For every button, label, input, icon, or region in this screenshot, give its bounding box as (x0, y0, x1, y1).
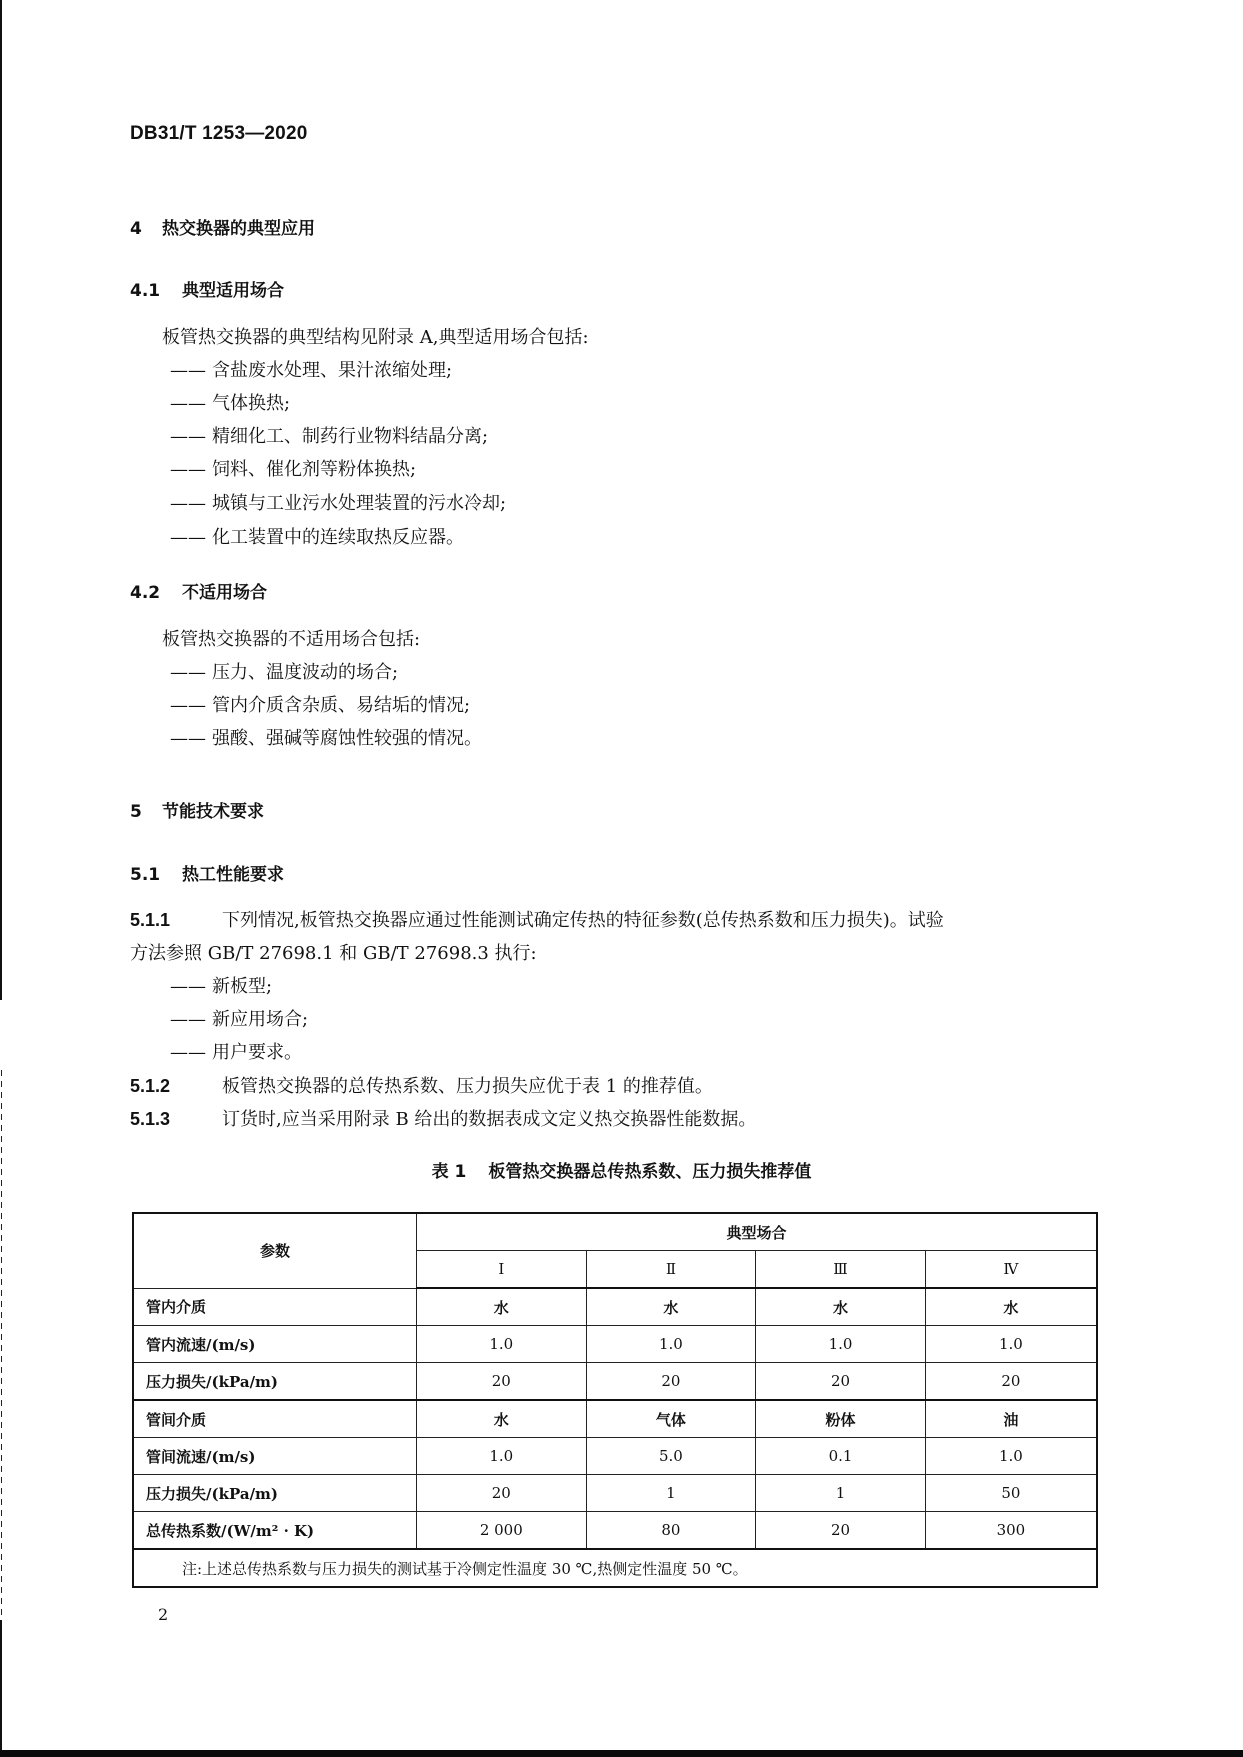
section-title: 热工性能要求 (182, 865, 284, 885)
list-item: —— 压力、温度波动的场合; (170, 662, 399, 683)
table-note-row (133, 1549, 1097, 1587)
table-cell: 粉体 (756, 1400, 926, 1438)
list-item: —— 新板型; (170, 976, 273, 997)
table-note: 注:上述总传热系数与压力损失的测试基于冷侧定性温度 30 ℃,热侧定性温度 50 ℃。 (133, 1549, 1097, 1587)
table-row (133, 1512, 1097, 1550)
table-header-row (133, 1213, 1097, 1251)
table-title (0, 1157, 1243, 1182)
list-item: —— 强酸、强碱等腐蚀性较强的情况。 (170, 728, 482, 749)
section-number: 4 (130, 219, 142, 239)
table-cell: 水 (756, 1288, 926, 1326)
table-row (133, 1438, 1097, 1475)
table-cell: 水 (417, 1288, 587, 1326)
table-cell: 1 (586, 1475, 756, 1512)
page-number: 2 (158, 1605, 169, 1624)
table-cell: 水 (586, 1288, 756, 1326)
table-cell: 300 (925, 1512, 1097, 1550)
scan-edge-bottom (0, 1750, 1243, 1757)
section-4-1-intro: 板管热交换器的典型结构见附录 A,典型适用场合包括: (162, 327, 589, 348)
column-header: Ⅱ (586, 1251, 756, 1289)
table-cell: 20 (925, 1363, 1097, 1401)
table-cell: 20 (417, 1475, 587, 1512)
clause-5-1-3: 5.1.3 订货时,应当采用附录 B 给出的数据表成文定义热交换器性能数据。 (130, 1109, 757, 1130)
table-cell: 0.1 (756, 1438, 926, 1475)
table-row (133, 1400, 1097, 1438)
section-title: 热交换器的典型应用 (162, 219, 315, 239)
table-cell: 20 (586, 1363, 756, 1401)
list-item: —— 用户要求。 (170, 1042, 302, 1063)
column-header: Ⅳ (925, 1251, 1097, 1289)
table-caption: 板管热交换器总传热系数、压力损失推荐值 (488, 1162, 812, 1182)
row-label: 管间流速/(m/s) (133, 1438, 417, 1475)
clause-5-1-1-line2: 方法参照 GB/T 27698.1 和 GB/T 27698.3 执行: (130, 943, 537, 964)
section-title: 节能技术要求 (162, 802, 264, 822)
table-row (133, 1363, 1097, 1401)
row-label: 总传热系数/(W/m² · K) (133, 1512, 417, 1550)
list-item: —— 化工装置中的连续取热反应器。 (170, 527, 464, 548)
row-label: 管间介质 (133, 1400, 417, 1438)
table-cell: 1.0 (756, 1326, 926, 1363)
table-cell: 1.0 (417, 1438, 587, 1475)
table-cell: 20 (756, 1512, 926, 1550)
section-number: 4.1 (130, 281, 161, 301)
standard-code: DB31/T 1253—2020 (130, 123, 308, 144)
table-row (133, 1288, 1097, 1326)
table-cell: 5.0 (586, 1438, 756, 1475)
section-4-1-heading (130, 276, 284, 301)
table-cell: 1 (756, 1475, 926, 1512)
header-param: 参数 (133, 1213, 417, 1288)
table-cell: 气体 (586, 1400, 756, 1438)
scan-edge-left-lower (0, 1620, 2, 1757)
table-cell: 水 (925, 1288, 1097, 1326)
table-cell: 20 (417, 1363, 587, 1401)
table-cell: 水 (417, 1400, 587, 1438)
table-cell: 80 (586, 1512, 756, 1550)
list-item: —— 精细化工、制药行业物料结晶分离; (170, 426, 489, 447)
list-item: —— 新应用场合; (170, 1009, 309, 1030)
table-cell: 1.0 (586, 1326, 756, 1363)
section-4-2-intro: 板管热交换器的不适用场合包括: (162, 629, 421, 650)
column-header: Ⅰ (417, 1251, 587, 1289)
list-item: —— 饲料、催化剂等粉体换热; (170, 459, 417, 480)
list-item: —— 管内介质含杂质、易结垢的情况; (170, 695, 471, 716)
table-1 (132, 1212, 1098, 1588)
table-row (133, 1326, 1097, 1363)
section-number: 4.2 (130, 583, 161, 603)
section-number: 5.1 (130, 865, 161, 885)
clause-5-1-1: 5.1.1 下列情况,板管热交换器应通过性能测试确定传热的特征参数(总传热系数和压力损失)。试验 (130, 910, 944, 931)
list-item: —— 含盐废水处理、果汁浓缩处理; (170, 360, 453, 381)
table-cell: 2 000 (417, 1512, 587, 1550)
section-title: 不适用场合 (182, 583, 267, 603)
section-5-heading (130, 797, 264, 822)
table-cell: 1.0 (925, 1438, 1097, 1475)
section-number: 5 (130, 802, 142, 822)
table-cell: 50 (925, 1475, 1097, 1512)
table-cell: 油 (925, 1400, 1097, 1438)
section-4-heading (130, 214, 315, 239)
list-item: —— 城镇与工业污水处理装置的污水冷却; (170, 493, 507, 514)
header-typical-occasion: 典型场合 (417, 1213, 1098, 1251)
table-cell: 1.0 (417, 1326, 587, 1363)
table-cell: 1.0 (925, 1326, 1097, 1363)
clause-5-1-2: 5.1.2 板管热交换器的总传热系数、压力损失应优于表 1 的推荐值。 (130, 1076, 713, 1097)
row-label: 压力损失/(kPa/m) (133, 1363, 417, 1401)
row-label: 管内介质 (133, 1288, 417, 1326)
section-5-1-heading (130, 860, 284, 885)
column-header: Ⅲ (756, 1251, 926, 1289)
table-row (133, 1475, 1097, 1512)
section-title: 典型适用场合 (182, 281, 284, 301)
list-item: —— 气体换热; (170, 393, 291, 414)
table-cell: 20 (756, 1363, 926, 1401)
row-label: 压力损失/(kPa/m) (133, 1475, 417, 1512)
section-4-2-heading (130, 578, 267, 603)
scan-edge-left (0, 0, 2, 1000)
table-label: 表 1 (431, 1162, 467, 1182)
row-label: 管内流速/(m/s) (133, 1326, 417, 1363)
